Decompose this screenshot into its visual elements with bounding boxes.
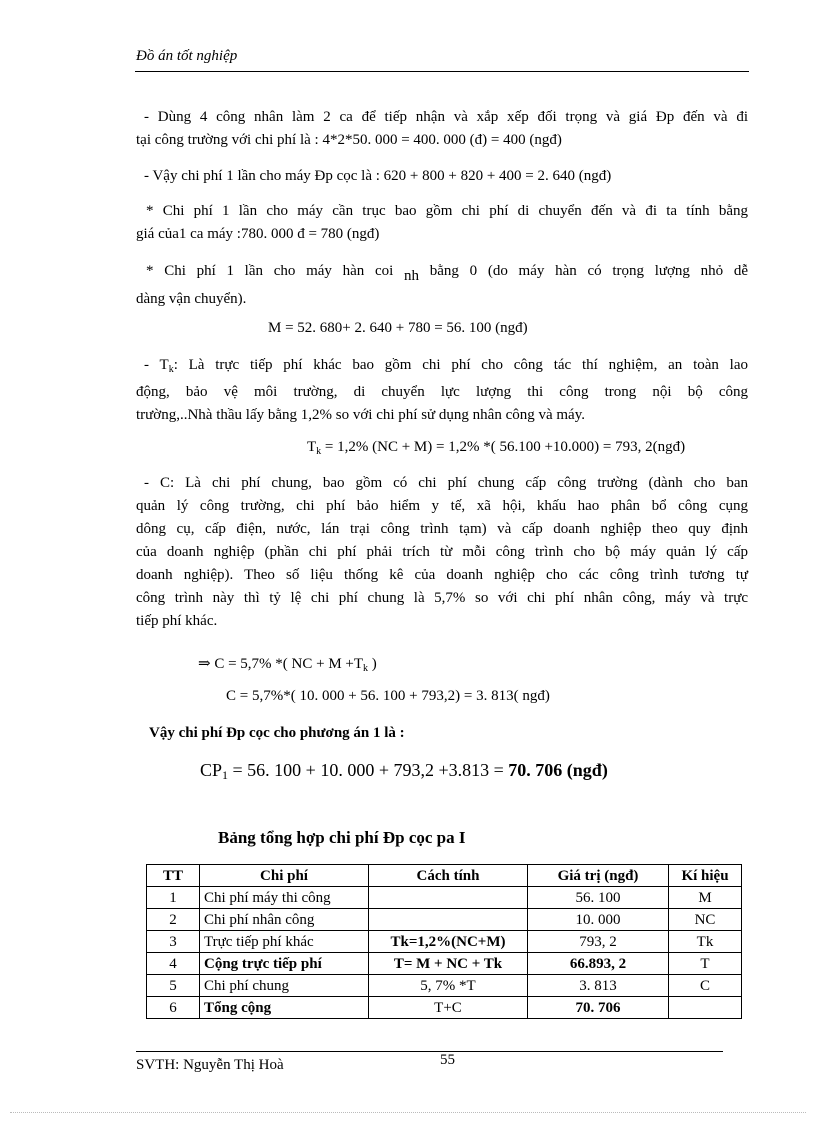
table-cell: NC [669,909,742,931]
table-cell: M [669,887,742,909]
table-cell: Cộng trực tiếp phí [200,953,369,975]
table-cell: C [669,975,742,997]
footer-author: SVTH: Nguyễn Thị Hoà [136,1057,284,1073]
table-row [147,975,742,997]
table-row [147,931,742,953]
table-cell: Chi phí chung [200,975,369,997]
table-header-row [147,865,742,887]
paragraph-line: - C: Là chi phí chung, bao gồm có chi phí chung cấp công trường (dành cho ban [144,475,748,491]
table-cell: T= M + NC + Tk [369,953,528,975]
table-cell [369,909,528,931]
paragraph-line: - Dùng 4 công nhân làm 2 ca để tiếp nhận và xắp xếp đối trọng và giá Đp đến và đi [144,109,748,125]
table-cell: 1 [147,887,200,909]
table-cell: 2 [147,909,200,931]
table-cell: 6 [147,997,200,1019]
table-cell: Tk [669,931,742,953]
footer-rule [136,1051,723,1052]
table-row [147,953,742,975]
table-cell: 793, 2 [528,931,669,953]
table-cell: Chi phí nhân công [200,909,369,931]
paragraph-welder [136,260,748,311]
paragraph-line: của doanh nghiệp (phần chi phí phải trích từ mỗi công trình cho bộ máy quản lý cấp [136,544,748,560]
header-rule [135,71,749,72]
equation-machine-cost: M = 52. 680+ 2. 640 + 780 = 56. 100 (ngđ) [268,320,528,336]
paragraph-line: - Vậy chi phí 1 lần cho máy Đp cọc là : 620 + 800 + 820 + 400 = 2. 640 (ngđ) [144,168,612,184]
paragraph-workers [136,106,748,152]
table-cell [369,887,528,909]
table-cell: 66.893, 2 [528,953,669,975]
paragraph-c-definition [136,472,748,633]
table-cell: 5, 7% *T [369,975,528,997]
table-cell: T+C [369,997,528,1019]
cost-summary-table [146,864,742,1019]
column-header: Cách tính [369,865,528,887]
table-cell: Chi phí máy thi công [200,887,369,909]
table-cell: 10. 000 [528,909,669,931]
paragraph-line: dông cụ, cấp điện, nước, lán trại công trình tạm) và cấp doanh nghiệp theo quy định [136,521,748,537]
equation-c-value: C = 5,7%*( 10. 000 + 56. 100 + 793,2) = 3. 813( ngđ) [226,688,550,704]
equation-total-cost: $CP_1 = 56$. 100 + 10. 000 + 793,2 +3.813 = 70. 706 (ngđ) [200,760,608,782]
total-value: 70. 706 [508,760,563,780]
table-cell: Tổng cộng [200,997,369,1019]
paragraph-crane [136,200,748,246]
column-header: Giá trị (ngđ) [528,865,669,887]
table-title: Bảng tổng hợp chi phí Đp cọc pa I [218,828,466,847]
paragraph-line: quản lý công trường, chi phí bảo hiểm y tế, xã hội, khấu hao phân bổ công cụng [136,498,748,514]
column-header: Chi phí [200,865,369,887]
table-cell: Trực tiếp phí khác [200,931,369,953]
conclusion-label: Vậy chi phí Đp cọc cho phương án 1 là : [149,725,405,741]
table-cell [669,997,742,1019]
paragraph-tk-definition [136,354,748,427]
paragraph-line: dàng vận chuyển). [136,291,247,307]
header-title: Đồ án tốt nghiệp [136,48,238,64]
equation-c-formula: ⇒ C = 5,7% *( NC + $M +T_k$ ) [198,656,377,674]
paragraph-line: tiếp phí khác. [136,613,218,629]
paragraph-line: doanh nghiệp). Theo số liệu thống kê của doanh nghiệp cho các công trình tương tự [136,567,748,583]
paragraph-total-pile-machine [136,165,748,188]
paragraph-line: động, bảo vệ môi trường, di chuyển lực lượng thi công trong nội bộ công [136,384,748,400]
table-cell: 70. 706 [528,997,669,1019]
table-cell: 3 [147,931,200,953]
table-cell: 3. 813 [528,975,669,997]
paragraph-line: - $T_k$: Là trực tiếp phí khác bao gồm chi phí cho công tác thí nghiệm, an toàn lao [144,357,749,375]
table-cell: 4 [147,953,200,975]
table-cell: T [669,953,742,975]
paragraph-line: giá của1 ca máy :780. 000 đ = 780 (ngđ) [136,226,380,242]
column-header: TT [147,865,200,887]
table-cell: 56. 100 [528,887,669,909]
column-header: Kí hiệu [669,865,742,887]
table-row [147,909,742,931]
table-cell: 5 [147,975,200,997]
page-edge-divider [10,1112,806,1113]
table-row [147,887,742,909]
paragraph-line: tại công trường với chi phí là : 4*2*50. 000 = 400. 000 (đ) = 400 (ngđ) [136,132,562,148]
paragraph-line: * Chi phí 1 lần cho máy cần trục bao gồm chi phí di chuyển đến và đi ta tính bằng [146,203,748,219]
paragraph-line: công trình này thì tỷ lệ chi phí chung là 5,7% so với chi phí nhân công, máy và trực [136,590,748,606]
paragraph-line: * Chi phí 1 lần cho máy hàn coi nh bằng 0 (do máy hàn có trọng lượng nhỏ dễ [146,263,749,284]
table-row [147,997,742,1019]
table-cell: Tk=1,2%(NC+M) [369,931,528,953]
equation-tk: $T_k = 1,2\%$ (NC + M) = 1,2% *( 56.100 +10.000) = 793, 2(ngđ) [307,439,686,457]
page-number: 55 [440,1052,455,1068]
paragraph-line: trường,..Nhà thầu lấy bằng 1,2% so với chi phí sử dụng nhân công và máy. [136,407,585,423]
